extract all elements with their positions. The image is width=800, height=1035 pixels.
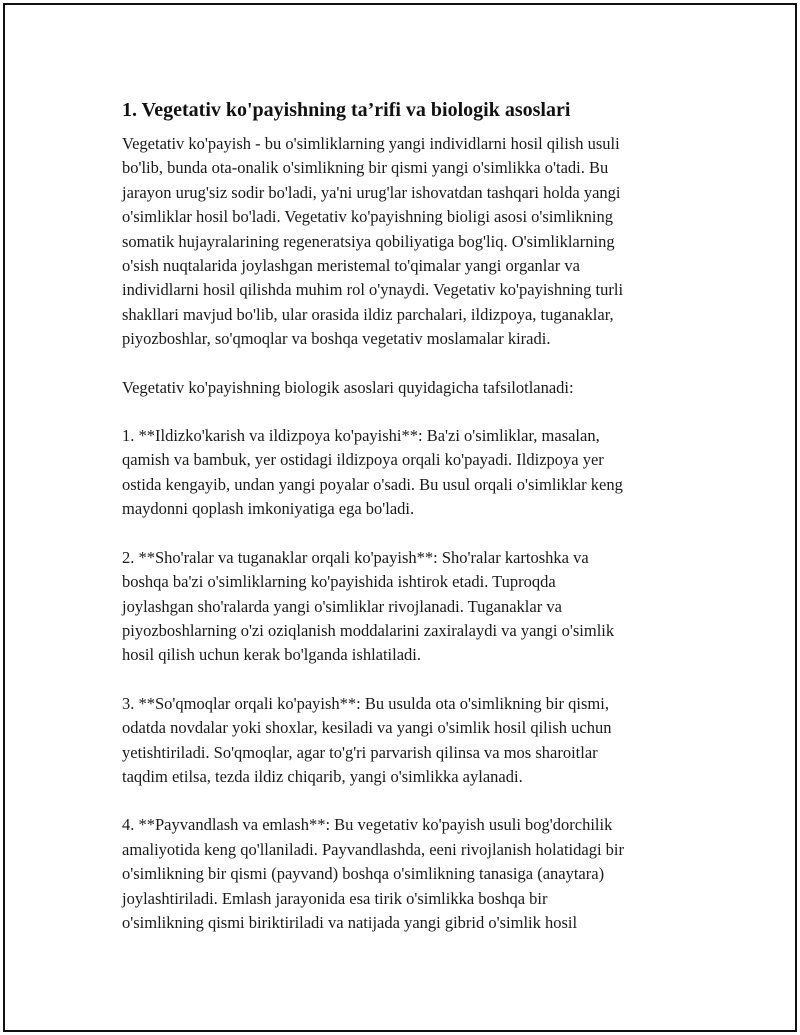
paragraph-line: bo'lib, bunda ota-onalik o'simlikning bir qismi yangi o'simlikka o'tadi. Bu [122,158,609,178]
paragraph-line: Vegetativ ko'payish - bu o'simliklarning yangi individlarni hosil qilish usuli [122,134,620,153]
paragraph-line: joylashgan sho'ralarda yangi o'simliklar rivojlanadi. Tuganaklar va [122,596,562,616]
paragraph-line: 4. **Payvandlash va emlash**: Bu vegetativ ko'payish usuli bog'dorchilik [122,815,613,835]
paragraph [122,424,702,522]
paragraph-line: o'simliklar hosil bo'ladi. Vegetativ ko'payishning bioligi asosi o'simlikning [122,207,613,227]
paragraph-line: qamish va bambuk, yer ostidagi ildizpoya orqali ko'payadi. Ildizpoya yer [122,450,604,470]
paragraph-line: piyozboshlar, so'qmoqlar va boshqa vegetativ moslamalar kiradi. [122,329,551,349]
section-heading: 1. Vegetativ ko'payishning ta’rifi va biologik asoslari [122,99,571,121]
paragraph-line: joylashtiriladi. Emlash jarayonida esa tirik o'simlikka boshqa bir [122,888,548,908]
paragraph-line: taqdim etilsa, tezda ildiz chiqarib, yangi o'simlikka aylanadi. [122,766,523,786]
paragraph-line: o'sish nuqtalarida joylashgan meristemal to'qimalar yangi organlar va [122,256,580,276]
paragraph-line: amaliyotida keng qo'llaniladi. Payvandlashda, eeni rivojlanish holatidagi bir [122,839,624,859]
paragraph [122,376,702,400]
paragraph-line: yetishtiriladi. So'qmoqlar, agar to'g'ri parvarish qilinsa va mos sharoitlar [122,742,598,762]
paragraph-line: o'simlikning qismi biriktiriladi va natijada yangi gibrid o'simlik hosil [122,912,578,932]
paragraph-list [122,132,702,935]
paragraph-line: boshqa ba'zi o'simliklarning ko'payishida ishtirok etadi. Tuproqda [122,572,556,592]
paragraph-line: jarayon urug'siz sodir bo'ladi, ya'ni urug'lar ishovatdan tashqari holda yangi [122,182,621,202]
paragraph [122,132,702,352]
paragraph [122,692,702,790]
paragraph-line: 1. **Ildizko'karish va ildizpoya ko'payishi**: Ba'zi o'simliklar, masalan, [122,426,600,446]
paragraph-line: 3. **So'qmoqlar orqali ko'payish**: Bu usulda ota o'simlikning bir qismi, [122,693,609,713]
paragraph-line: Vegetativ ko'payishning biologik asoslari quyidagicha tafsilotlanadi: [122,377,574,397]
paragraph-line: individlarni hosil qilishda muhim rol o'ynaydi. Vegetativ ko'payishning turli [122,280,624,300]
paragraph-line: hosil qilish uchun kerak bo'lganda ishlatiladi. [122,645,422,665]
paragraph [122,813,702,935]
paragraph [122,546,702,668]
paragraph-line: ostida kengayib, undan yangi poyalar o'sadi. Bu usul orqali o'simliklar keng [122,474,623,494]
paragraph-line: o'simlikning bir qismi (payvand) boshqa o'simlikning tanasiga (anaytara) [122,864,605,884]
paragraph-line: 2. **Sho'ralar va tuganaklar orqali ko'payish**: Sho'ralar kartoshka va [122,547,589,567]
paragraph-line: maydonni qoplash imkoniyatiga ega bo'ladi. [122,499,415,519]
page-frame [3,3,797,1032]
paragraph-line: odatda novdalar yoki shoxlar, kesiladi va yangi o'simlik hosil qilish uchun [122,718,612,738]
paragraph-line: shakllari mavjud bo'lib, ular orasida ildiz parchalari, ildizpoya, tuganaklar, [122,304,614,324]
paragraph-line: piyozboshlarning o'zi oziqlanish moddalarini zaxiralaydi va yangi o'simlik [122,620,615,640]
document-body [122,97,702,959]
paragraph-line: somatik hujayralarining regeneratsiya qobiliyatiga bog'liq. O'simliklarning [122,231,615,251]
